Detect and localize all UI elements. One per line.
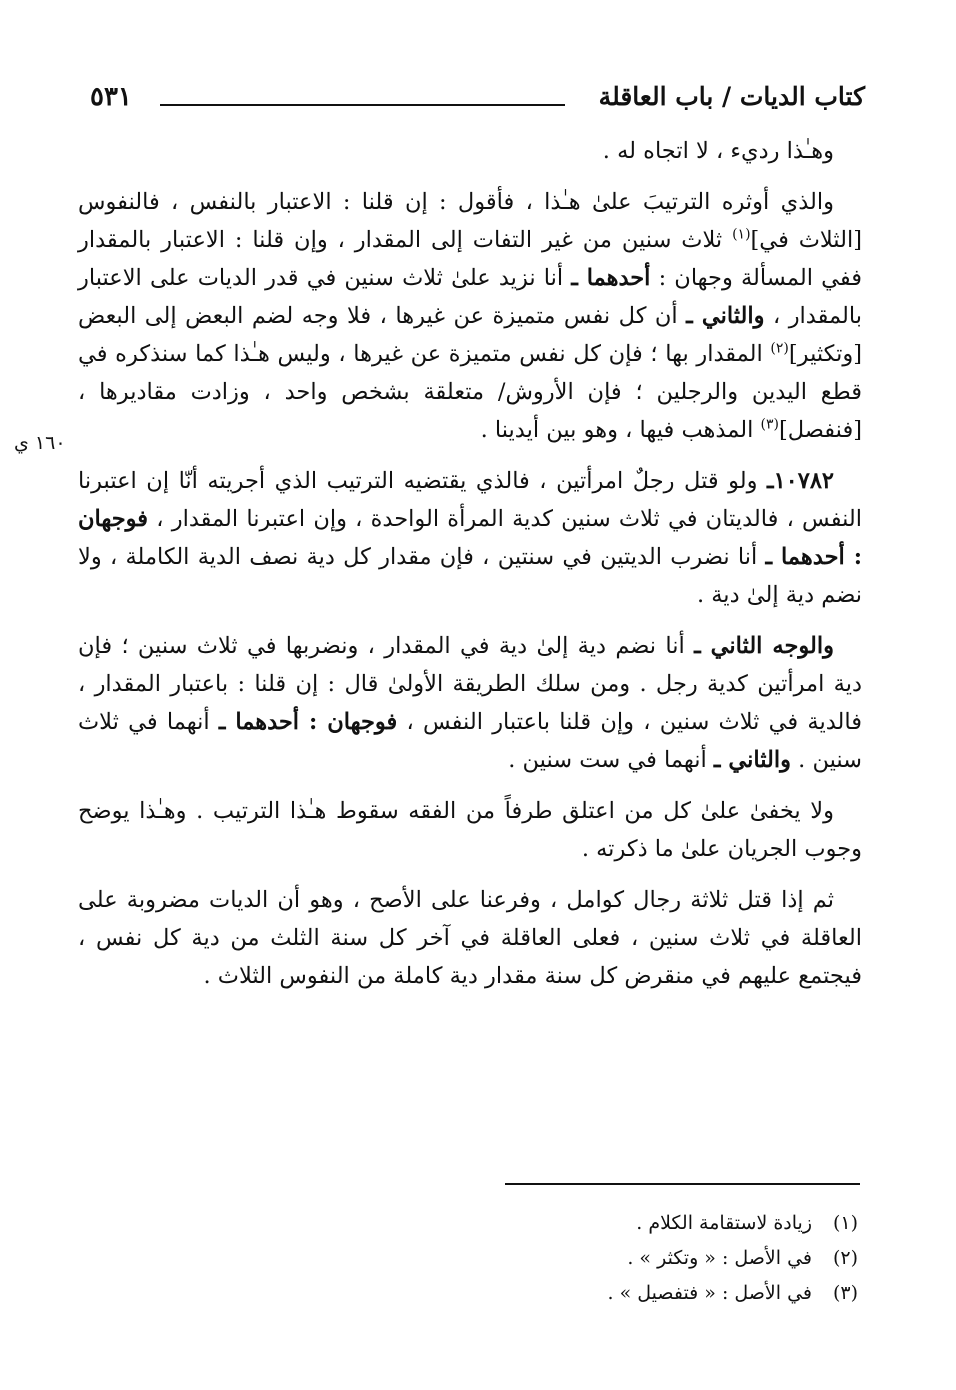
paragraph-text: المقدار بها ؛ فإن كل نفس متميزة عن غيرها ، وليس هـٰذا كما سنذكره في قطع اليدين والرجلين ؛ فإن الأروش/ متعلقة بشخص واحد ، وزادت مقاديرها ، [فنفصل] [78,341,862,443]
footnotes [358,1206,858,1311]
footnote-text: في الأصل : « فتفصيل » . [607,1282,812,1304]
paragraph-text: ثم إذا قتل ثلاثة رجال كوامل ، وفرعنا على الأصح ، وهو أن الديات مضروبة على العاقلة في ثلاث سنين ، فعلى العاقلة في آخر كل سنة الثلث من دية كل نفس ، فيجتمع عليهم في منقرض كل سنة مقدار دية كاملة من النفوس الثلاث . [78,887,862,989]
page-header [90,82,865,122]
paragraph-text: ولا يخفىٰ علىٰ كل من اعتلق طرفاً من الفقه سقوط هـٰذا الترتيب . وهـٰذا يوضح وجوب الجريان علىٰ ما ذكرته . [78,798,862,862]
footnote-text: زيادة لاستقامة الكلام . [636,1212,812,1234]
issue-number: ١٠٧٨٢ـ [766,468,834,494]
footnote-rule [505,1183,860,1185]
bold-term: أحدهما ـ [571,265,651,291]
paragraph [78,132,862,170]
paragraph-text: أنا نضم دية إلىٰ دية في المقدار ، ونضربها في ثلاث سنين ؛ فإن دية امرأتين كدية رجل . ومن سلك الطريقة الأولىٰ قال : إن قلنا : باعتبار المقدار ، فالدية في ثلاث سنين ، وإن قلنا باعتبار النفس ، [78,633,862,735]
bold-term: فوجهان : أحدهما ـ [218,709,398,735]
footnote-ref: (٢) [770,340,789,357]
footnote-number: (٣) [832,1282,858,1304]
body-text [78,132,862,1008]
running-title: كتاب الديات / باب العاقلة [598,82,865,111]
paragraph [78,792,862,868]
paragraph-text: وهـٰذا رديء ، لا اتجاه له . [602,138,834,164]
paragraph-text: ولو قتل رجلٌ امرأتين ، فالذي يقتضيه الترتيب الذي أجريته أنّا إن اعتبرنا النفس ، فالديتان في ثلاث سنين كدية المرأة الواحدة ، وإن اعتبرنا المقدار ، [78,468,862,532]
paragraph-text: أنهما في ثلاث سنين . [78,709,862,773]
bold-term: والثاني ـ [713,747,791,773]
footnote [358,1241,858,1276]
header-rule [160,104,565,106]
footnote-ref: (٣) [760,416,779,433]
footnote-ref: (١) [732,226,751,243]
footnote [358,1276,858,1311]
page-number: ٥٣١ [90,82,132,112]
paragraph-text: المذهب فيها ، وهو بين أيدينا . [480,417,761,443]
paragraph [78,627,862,779]
paragraph-text: أنا نزيد علىٰ ثلاث سنين في قدر الديات على الاعتبار بالمقدار ، [78,265,862,329]
footnote-number: (٢) [832,1247,858,1269]
paragraph-text: أنهما في ست سنين . [508,747,714,773]
paragraph [78,881,862,995]
paragraph-text: والذي أوثره الترتيبَ علىٰ هـٰذا ، فأقول : إن قلنا : الاعتبار بالنفس ، فالنفوس [الثلاث في] [78,189,862,253]
paragraph [78,183,862,449]
footnote [358,1206,858,1241]
footnote-text: في الأصل : « وتكثر » . [627,1247,812,1269]
paragraph [78,462,862,614]
paragraph-text: أن كل نفس متميزة عن غيرها ، فلا وجه لضم البعض إلى البعض [وتكثير] [78,303,862,367]
paragraph-text: أنا نضرب الديتين في سنتين ، فإن مقدار كل دية نصف الدية الكاملة ، ولا نضم دية إلىٰ دية . [78,544,862,608]
paragraph-text: ثلاث سنين من غير التفات إلى المقدار ، وإن قلنا : الاعتبار بالمقدار ففي المسألة وجهان : [78,227,862,291]
bold-term: والوجه الثاني ـ [694,633,835,659]
bold-term: والثاني ـ [686,303,765,329]
bold-term: فوجهان : أحدهما ـ [78,506,863,570]
margin-folio-note: ١٦٠ ي [14,432,66,454]
footnote-number: (١) [832,1212,858,1234]
